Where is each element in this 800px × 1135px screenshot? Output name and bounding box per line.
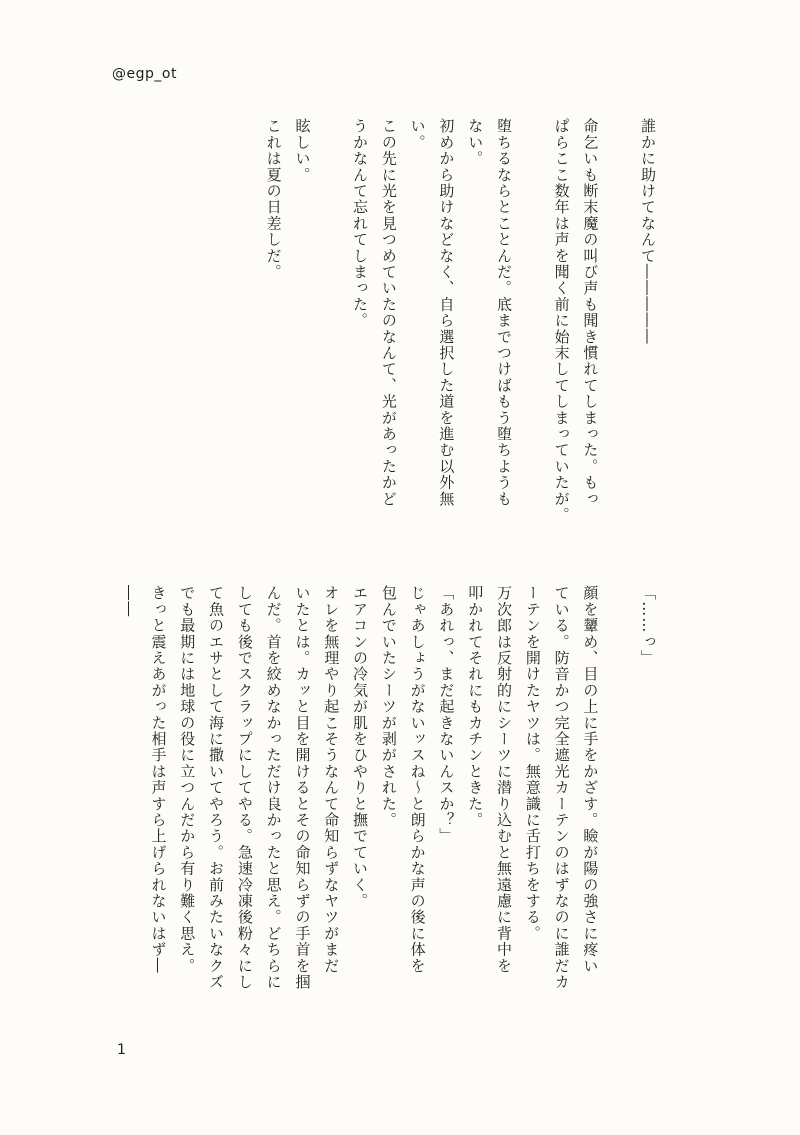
blank-line — [518, 118, 547, 558]
text-line: いたとは。カッと目を開けるとその命知らずの手首を掴 — [293, 585, 312, 990]
text-line: 誰かに助けてなんて――――― — [639, 118, 657, 345]
text-line: オレを無理やり起こそうなんて命知らずなヤツがまだ — [322, 585, 341, 974]
text-line: 眩しい。 — [293, 118, 312, 183]
text-line: んだ。首を絞めなかっただけ良かったと思え。どちらに — [264, 585, 283, 990]
page-number: 1 — [117, 1042, 126, 1058]
text-line: うかなんて忘れてしまった。 — [351, 118, 370, 329]
blank-line — [604, 118, 633, 558]
text-line: ぱらここ数年は声を聞く前に始末してしまっていたが。 — [552, 118, 571, 523]
text-line: て魚のエサとして海に撒いてやろう。お前みたいなクズ — [207, 585, 226, 990]
author-handle: @egp_ot — [112, 66, 177, 82]
text-line: 顔を顰め、目の上に手をかざす。瞼が陽の強さに疼い — [581, 585, 600, 974]
text-line: 包んでいたシーツが剥がされた。 — [379, 585, 398, 828]
text-line: 命乞いも断末魔の叫び声も聞き慣れてしまった。もっ — [581, 118, 600, 507]
text-line: この先に光を見つめていたのなんて、光があったかど — [379, 118, 398, 507]
text-line: 堕ちるならとことんだ。底までつけばもう堕ちようも — [495, 118, 514, 507]
text-line: 初めから助けなどなく、自ら選択した道を進む以外無 — [437, 118, 456, 507]
text-line: これは夏の日差しだ。 — [264, 118, 283, 280]
upper-vertical-text-block — [259, 118, 662, 558]
text-line: 「……っ」 — [639, 585, 657, 666]
blank-line — [604, 585, 633, 1030]
text-line: 万次郎は反射的にシーツに潜り込むと無遠慮に背中を — [495, 585, 514, 974]
text-line: きっと震えあがった相手は声すら上げられないはず― — [149, 585, 168, 974]
text-line: しても後でスクラップにしてやる。急速冷凍後粉々にし — [235, 585, 254, 990]
text-line: ーテンを開けたヤツは。無意識に舌打ちをする。 — [523, 585, 542, 942]
text-line: じゃあしょうがないッスね～と朗らかな声の後に体を — [408, 585, 427, 974]
text-line: 「あれっ、まだ起きないんスか？」 — [437, 585, 456, 845]
lower-vertical-text-block — [115, 585, 662, 1030]
text-line: 叩かれてそれにもカチンときた。 — [466, 585, 485, 828]
text-line: エアコンの冷気が肌をひやりと撫でていく。 — [351, 585, 370, 909]
text-line: ―― — [120, 585, 139, 618]
text-line: ている。防音かつ完全遮光カーテンのはずなのに誰だカ — [552, 585, 571, 990]
blank-line — [316, 118, 345, 558]
text-line: ない。 — [466, 118, 485, 167]
text-line: い。 — [408, 118, 427, 151]
text-line: でも最期には地球の役に立つんだから有り難く思え。 — [178, 585, 197, 974]
